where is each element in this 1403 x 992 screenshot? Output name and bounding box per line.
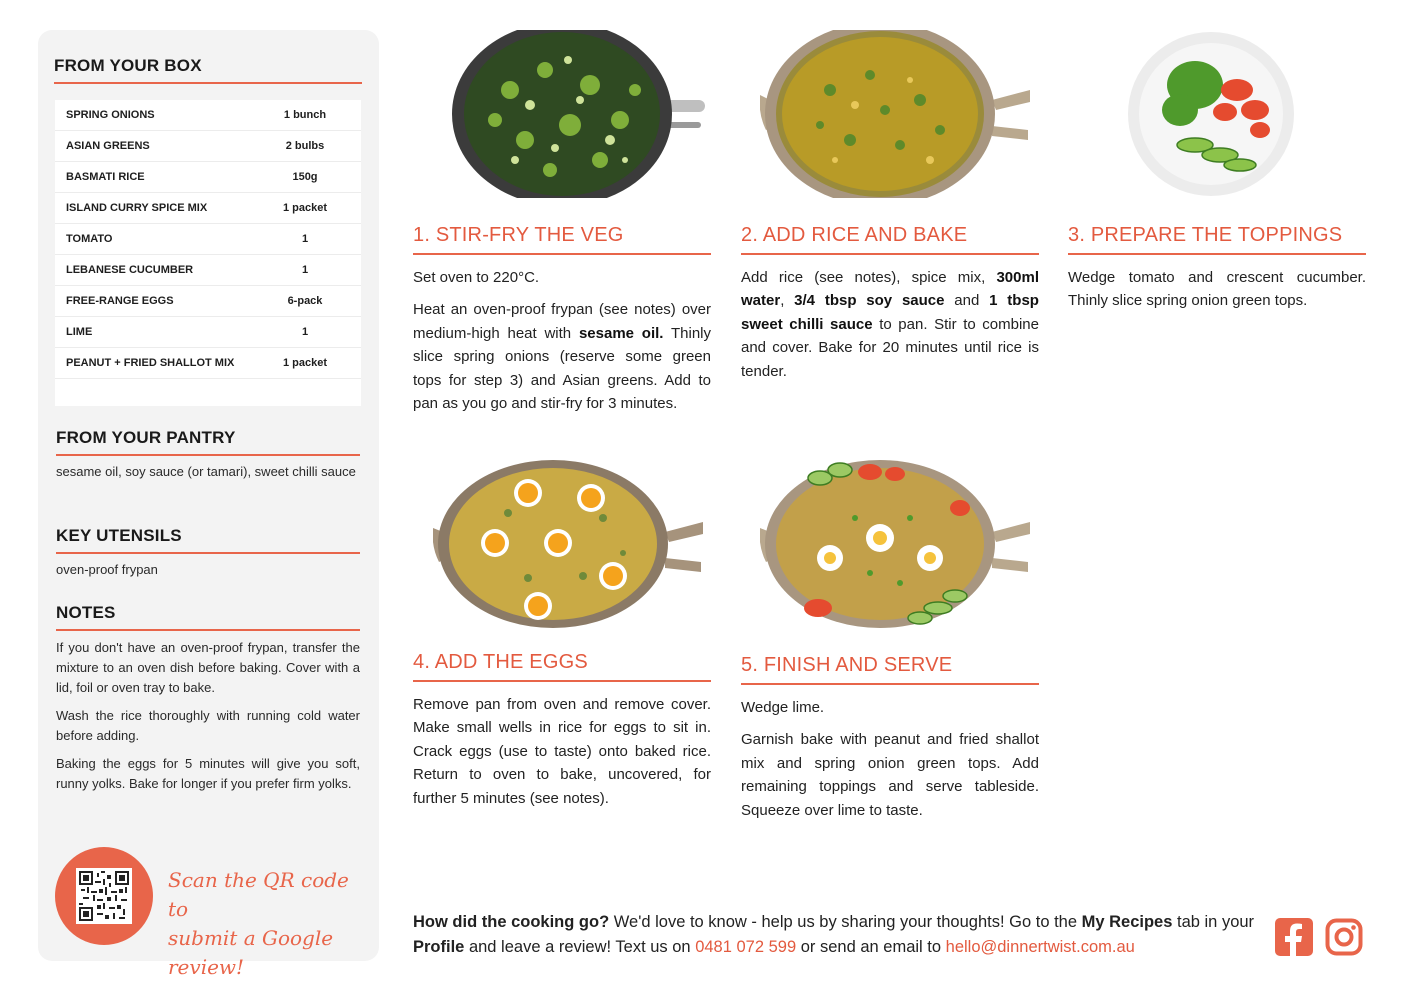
ingredients-sidebar <box>38 30 379 979</box>
step-3-title: 3. PREPARE THE TOPPINGS <box>1068 224 1343 246</box>
divider <box>56 552 360 554</box>
ingredient-row <box>55 131 361 162</box>
qr-badge <box>55 847 153 945</box>
divider <box>413 253 711 255</box>
ingredient-name: SPRING ONIONS <box>66 109 155 121</box>
ingredient-qty: 1 packet <box>282 202 328 214</box>
step-2-body <box>741 266 1039 392</box>
divider <box>56 629 360 631</box>
step-text <box>413 298 711 415</box>
my-recipes-link[interactable]: My Recipes <box>1081 913 1173 931</box>
ingredient-name: ISLAND CURRY SPICE MIX <box>66 202 208 214</box>
step-3-photo <box>1125 30 1297 198</box>
phone-link[interactable]: 0481 072 599 <box>695 938 797 956</box>
step-ingredient: 3/4 tbsp soy sauce <box>794 292 945 310</box>
ingredient-row <box>55 348 361 379</box>
step-4-title: 4. ADD THE EGGS <box>413 651 588 673</box>
step-1-title: 1. STIR-FRY THE VEG <box>413 224 624 246</box>
qr-caption <box>168 866 368 982</box>
ingredient-name: FREE-RANGE EGGS <box>66 295 174 307</box>
step-text: Thinly slice spring onions (reserve some green tops for step 3) and Asian greens. Add to pan as you go and stir-fry for 3 minutes. <box>413 324 711 413</box>
ingredient-qty: 1 <box>301 264 309 276</box>
ingredients-table <box>55 100 361 406</box>
step-text: Heat an oven-proof frypan (see notes) over medium-high heat with <box>413 301 711 342</box>
footer-text: and leave a review! Text us on <box>464 938 696 956</box>
ingredient-row <box>55 255 361 286</box>
ingredient-qty: 6-pack <box>287 295 323 307</box>
step-text: Wedge tomato and crescent cucumber. Thinly slice spring onion green tops. <box>1068 269 1366 310</box>
email-link[interactable]: hello@dinnertwist.com.au <box>945 938 1135 956</box>
note-paragraph: If you don't have an oven-proof frypan, transfer the mixture to an oven dish before baking. Cover with a lid, foil or oven tray to bake. <box>56 640 360 695</box>
footer-text: tab in your <box>1172 913 1255 931</box>
step-text: Set oven to 220°C. <box>413 269 540 286</box>
qr-code-icon[interactable] <box>76 868 132 924</box>
qr-caption-line: Scan the QR code to <box>168 868 349 921</box>
ingredient-row <box>55 286 361 317</box>
ingredient-name: BASMATI RICE <box>66 171 145 183</box>
step-text: Add rice (see notes), spice mix, <box>741 269 997 286</box>
step-2-title: 2. ADD RICE AND BAKE <box>741 224 968 246</box>
footer-text: or send an email to <box>796 938 946 956</box>
footer-question: How did the cooking go? <box>413 913 610 931</box>
feedback-footer <box>413 910 1263 960</box>
step-text: Garnish bake with peanut and fried shallot mix and spring onion green tops. Add remaining toppings and serve tableside. Squeeze over lime to taste. <box>741 731 1039 819</box>
step-ingredient: 1 tbsp sweet chilli sauce <box>741 292 1039 333</box>
step-5-body <box>741 696 1039 831</box>
notes-title: NOTES <box>56 603 116 622</box>
from-your-box-title: FROM YOUR BOX <box>54 56 202 75</box>
facebook-icon[interactable] <box>1275 918 1313 956</box>
ingredient-row <box>55 224 361 255</box>
step-text: and <box>944 292 990 310</box>
ingredient-qty: 2 bulbs <box>285 140 325 152</box>
ingredient-row <box>55 162 361 193</box>
note-paragraph: Baking the eggs for 5 minutes will give you soft, runny yolks. Bake for longer if you prefer firm yolks. <box>56 756 360 791</box>
ingredient-name: LEBANESE CUCUMBER <box>66 264 194 276</box>
ingredient-name: ASIAN GREENS <box>66 140 150 152</box>
divider <box>741 253 1039 255</box>
divider <box>54 82 362 84</box>
ingredient-name: TOMATO <box>66 233 113 245</box>
step-5-title: 5. FINISH AND SERVE <box>741 654 953 676</box>
divider <box>56 454 360 456</box>
step-text: Remove pan from oven and remove cover. Make small wells in rice for eggs to sit in. Crack eggs (use to taste) onto baked rice. Return to oven to bake, uncovered, for further 5 minutes (see notes). <box>413 696 711 807</box>
step-5-photo <box>760 458 1032 628</box>
step-ingredient: sesame oil. <box>578 324 664 342</box>
step-4-photo <box>433 458 705 628</box>
divider <box>741 683 1039 685</box>
step-text: to pan. Stir to combine and cover. Bake for 20 minutes until rice is tender. <box>741 315 1039 380</box>
ingredient-qty: 1 <box>301 233 309 245</box>
ingredient-qty: 1 <box>301 326 309 338</box>
footer-text: We'd love to know - help us by sharing your thoughts! Go to the <box>609 913 1082 931</box>
utensils-text: oven-proof frypan <box>56 562 158 577</box>
ingredient-name: LIME <box>66 326 93 338</box>
step-text: Wedge lime. <box>741 699 825 716</box>
divider <box>413 680 711 682</box>
key-utensils-title: KEY UTENSILS <box>56 526 182 545</box>
ingredient-row <box>55 193 361 224</box>
divider <box>1068 253 1366 255</box>
ingredient-qty: 150g <box>292 171 318 183</box>
ingredient-qty: 1 packet <box>282 357 328 369</box>
instagram-icon[interactable] <box>1325 918 1363 956</box>
ingredient-row <box>55 100 361 131</box>
qr-caption-line: submit a Google review! <box>168 926 334 979</box>
ingredient-name: PEANUT + FRIED SHALLOT MIX <box>66 357 235 369</box>
step-1-body <box>413 266 711 424</box>
note-paragraph: Wash the rice thoroughly with running cold water before adding. <box>56 708 360 743</box>
step-ingredient: 300ml water <box>741 269 1039 310</box>
profile-link[interactable]: Profile <box>413 938 465 956</box>
ingredient-row <box>55 317 361 348</box>
step-2-photo <box>760 30 1032 198</box>
step-text: , <box>780 292 795 310</box>
step-1-photo <box>450 30 705 198</box>
pantry-text: sesame oil, soy sauce (or tamari), sweet chilli sauce <box>56 464 356 479</box>
step-3-body <box>1068 266 1366 322</box>
step-text <box>741 266 1039 383</box>
step-4-body <box>413 693 711 819</box>
from-your-pantry-title: FROM YOUR PANTRY <box>56 428 236 447</box>
ingredient-qty: 1 bunch <box>283 109 327 121</box>
